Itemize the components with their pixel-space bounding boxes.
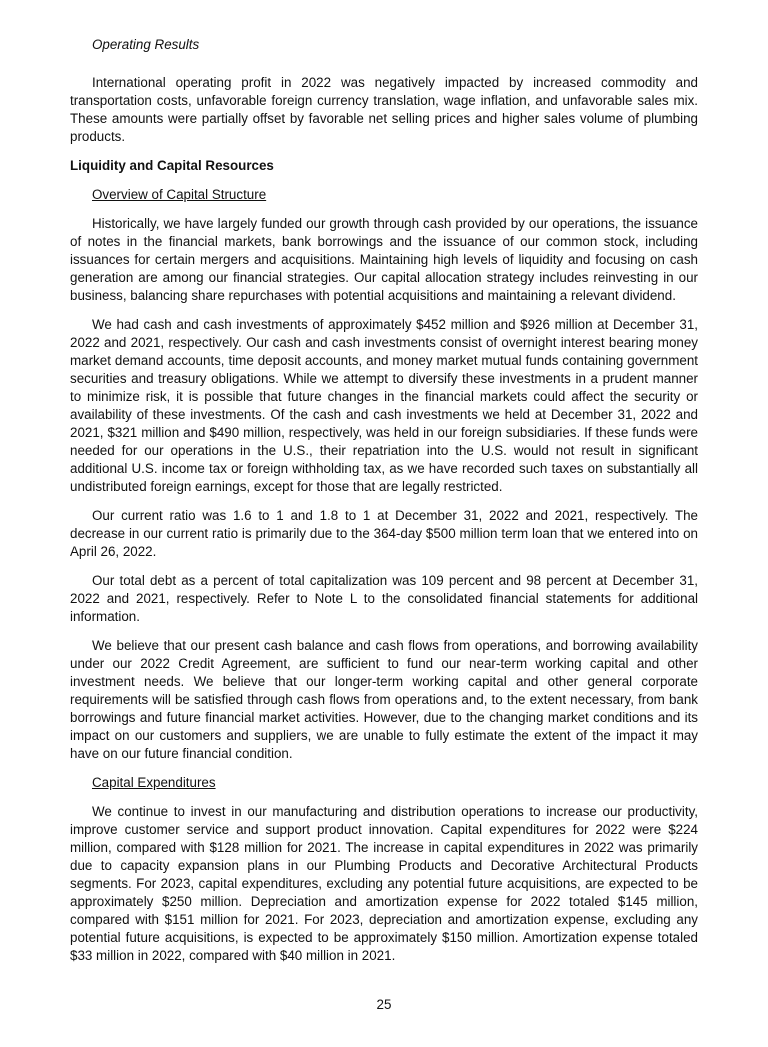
operating-results-paragraph: International operating profit in 2022 was negatively impacted by increased commodity and transportation costs, unfavorable foreign currency translation, wage inflation, and unfavorable sales mix. These amounts were partially offset by favorable net selling prices and higher sales volume of plumbing products. — [70, 75, 698, 144]
capex-paragraph: We continue to invest in our manufacturing and distribution operations to increase our productivity, improve customer service and support product innovation. Capital expenditures for 2022 were $224 million, compared with $128 million for 2021. The increase in capital expenditures in 2022 was primarily due to capacity expansion plans in our Plumbing Products and Decorative Architectural Products segments. For 2023, capital expenditures, excluding any potential future acquisitions, are expected to be approximately $250 million. Depreciation and amortization expense for 2022 totaled $145 million, compared with $151 million for 2021. For 2023, depreciation and amortization expense, excluding any potential future acquisitions, is expected to be approximately $150 million. Amortization expense totaled $33 million in 2022, compared with $40 million in 2021. — [70, 804, 698, 963]
liquidity-heading: Liquidity and Capital Resources — [70, 158, 274, 173]
overview-paragraph-1: Historically, we have largely funded our growth through cash provided by our operations, the issuance of notes in the financial markets, bank borrowings and the issuance of our common stock, including issuances for certain mergers and acquisitions. Maintaining high levels of liquidity and focusing on cash generation are among our financial strategies. Our capital allocation strategy includes reinvesting in our business, balancing share repurchases with potential acquisitions and maintaining a relevant dividend. — [70, 216, 698, 303]
overview-paragraph-4: Our total debt as a percent of total capitalization was 109 percent and 98 percent at December 31, 2022 and 2021, respectively. Refer to Note L to the consolidated financial statements for additional information. — [70, 573, 698, 624]
overview-paragraph-2: We had cash and cash investments of approximately $452 million and $926 million at December 31, 2022 and 2021, respectively. Our cash and cash investments consist of overnight interest bearing money market demand accounts, time deposit accounts, and money market mutual funds containing government securities and treasury obligations. While we attempt to diversify these investments in a prudent manner to minimize risk, it is possible that future changes in the financial markets could affect the security or availability of these investments. Of the cash and cash investments we held at December 31, 2022 and 2021, $321 million and $490 million, respectively, was held in our foreign subsidiaries. If these funds were needed for our operations in the U.S., their repatriation into the U.S. would not result in significant additional U.S. income tax or foreign withholding tax, as we have recorded such taxes on substantially all undistributed foreign earnings, except for those that are legally restricted. — [70, 317, 698, 494]
page-number: 25 — [376, 997, 392, 1012]
capex-heading: Capital Expenditures — [92, 775, 216, 790]
overview-heading: Overview of Capital Structure — [92, 187, 267, 202]
operating-results-heading: Operating Results — [92, 37, 200, 52]
overview-paragraph-5: We believe that our present cash balance and cash flows from operations, and borrowing availability under our 2022 Credit Agreement, are sufficient to fund our near-term working capital and other investment needs. We believe that our longer-term working capital and other general corporate requirements will be satisfied through cash flows from operations and, to the extent necessary, from bank borrowings and future financial market activities. However, due to the changing market conditions and its impact on our customers and suppliers, we are unable to fully estimate the extent of the impact it may have on our future financial condition. — [70, 638, 698, 761]
document-page — [70, 36, 698, 976]
overview-paragraph-3: Our current ratio was 1.6 to 1 and 1.8 to 1 at December 31, 2022 and 2021, respectively. The decrease in our current ratio is primarily due to the 364-day $500 million term loan that we entered into on April 26, 2022. — [70, 508, 698, 559]
